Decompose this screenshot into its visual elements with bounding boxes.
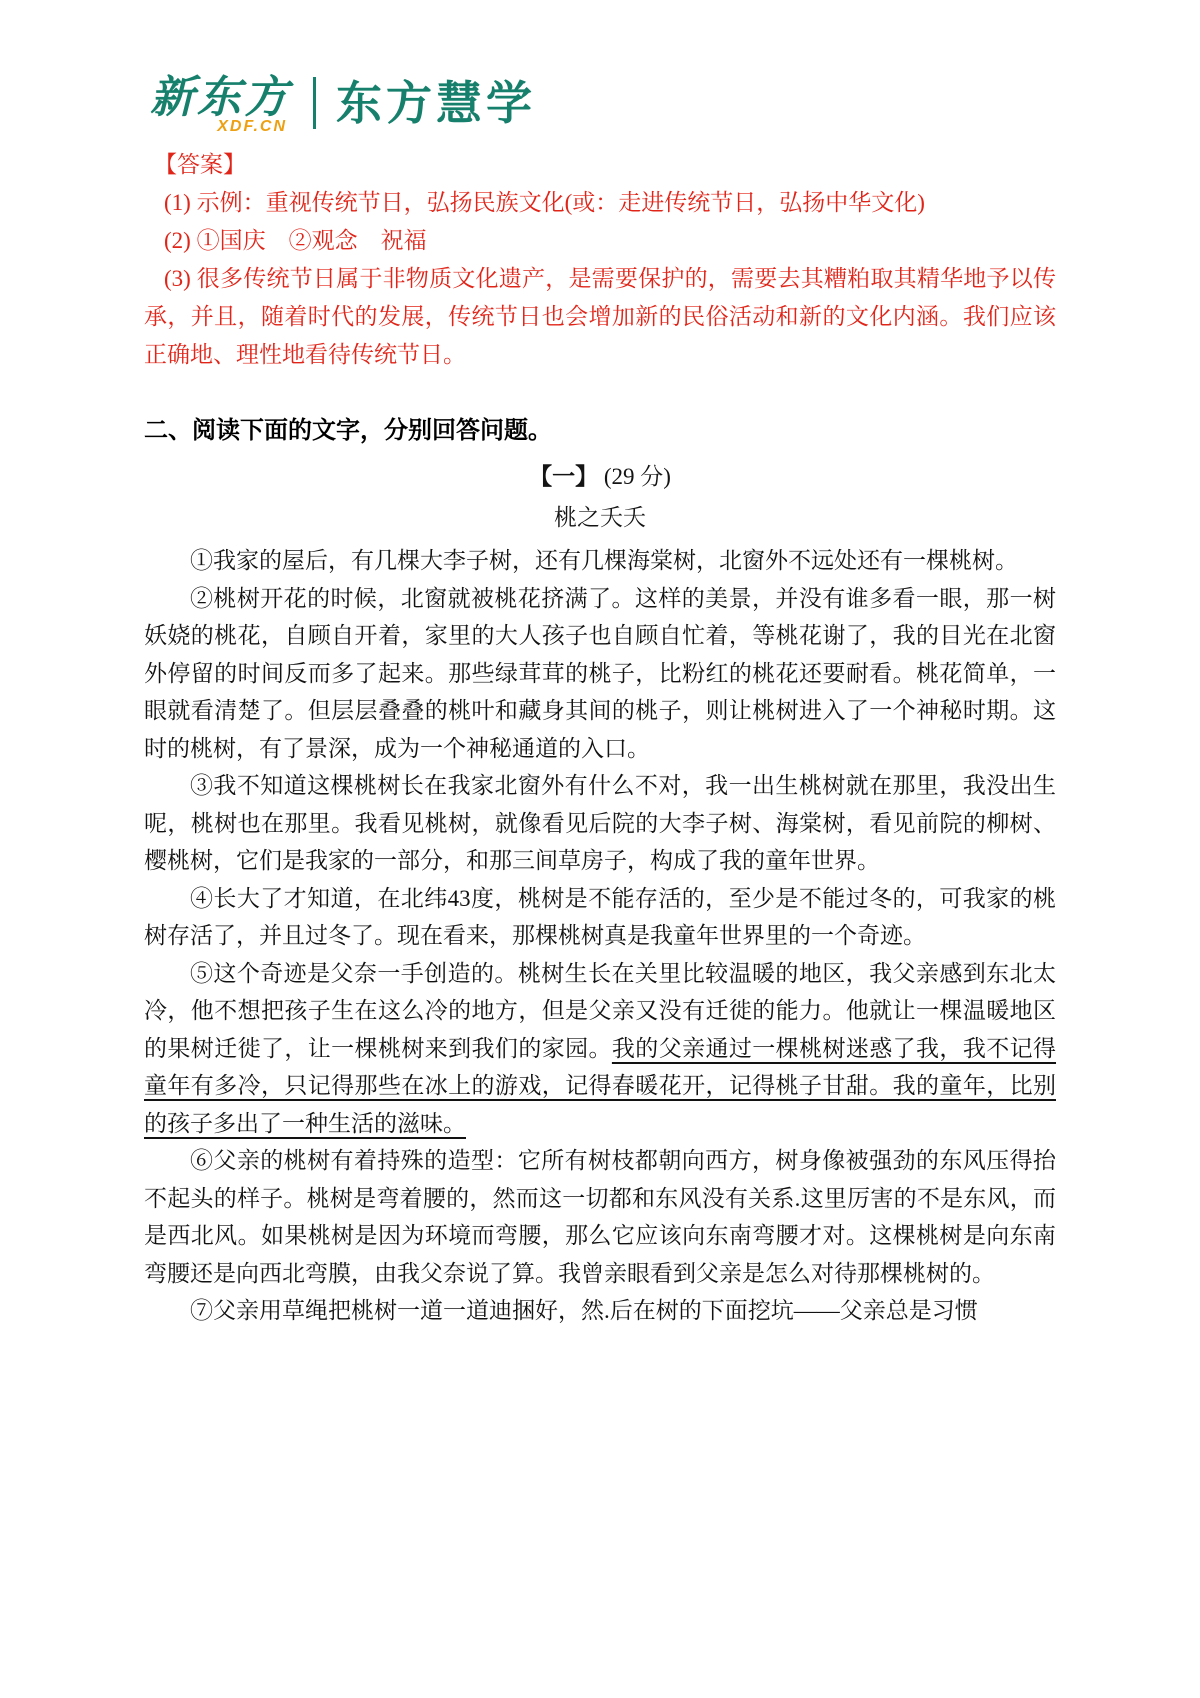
essay-paragraph-1: ①我家的屋后，有几棵大李子树，还有几棵海棠树，北窗外不远处还有一棵桃树。 [190, 548, 1018, 573]
essay-paragraph-5 [144, 955, 1056, 1143]
essay-paragraph-2: ②桃树开花的时候，北窗就被桃花挤满了。这样的美景，并没有谁多看一眼，那一树妖娆的桃花，自顾自开着，家里的大人孩子也自顾自忙着，等桃花谢了，我的目光在北窗外停留的时间反而多了起来。那些绿茸茸的桃子，比粉红的桃花还要耐看。桃花简单，一眼就看清楚了。但层层叠叠的桃叶和藏身其间的桃子，则让桃树进入了一个神秘时期。这时的桃树，有了景深，成为一个神秘通道的入口。 [144, 585, 1056, 761]
essay-title: 桃之夭夭 [554, 505, 646, 530]
part-score: (29 分) [603, 464, 671, 489]
part-subheading [0, 458, 1200, 496]
answer-item-3: (3) 很多传统节日属于非物质文化遗产，是需要保护的，需要去其糟粕取其精华地予以传承，并且，随着时代的发展，传统节日也会增加新的民俗活动和新的文化内涵。我们应该正确地、理性地看待传统节日。 [144, 266, 1056, 367]
paragraph-5-text: ⑤这个奇迹是父奈一手创造的。桃树生长在关里比较温暖的地区，我父亲感到东北太冷，他不想把孩子生在这么冷的地方，但是父亲又没有迁徙的能力。他就让一棵温暖地区的果树迁徙了，让一棵桃树来到我们的家园。 [144, 960, 1056, 1061]
section-heading: 二、阅读下面的文字，分别回答问题。 [144, 417, 552, 444]
underlined-passage: 我的父亲通过一棵桃树迷惑了我，我不记得童年有多冷，只记得那些在冰上的游戏，记得春暖花开，记得桃子甘甜。我的童年，比别的孩子多出了一种生活的滋味。 [144, 1035, 1057, 1136]
xdf-logo-text: 新东方 [150, 73, 291, 122]
answer-header: 【答案】 [154, 152, 246, 177]
essay-paragraph-6: ⑥父亲的桃树有着持殊的造型：它所有树枝都朝向西方，树身像被强劲的东风压得抬不起头的样子。桃树是弯着腰的，然而这一切都和东风没有关系.这里厉害的不是东风，而是西北风。如果桃树是因为环境而弯腰，那么它应该向东南弯腰才对。这棵桃树是向东南弯腰还是向西北弯膜，由我父奈说了算。我曾亲眼看到父亲是怎么对待那棵桃树的。 [144, 1148, 1056, 1286]
answer-block [144, 146, 1056, 374]
brand-header [0, 0, 1200, 142]
part-label: 【一】 [529, 464, 599, 489]
essay-paragraph-4: ④长大了才知道，在北纬43度，桃树是不能存活的，至少是不能过冬的，可我家的桃树存活了，并且过冬了。现在看来，那棵桃树真是我童年世界里的一个奇迹。 [144, 885, 1056, 948]
xdf-logo [150, 73, 291, 136]
answer-item-2: (2) ①国庆 ②观念 祝福 [164, 228, 427, 253]
xdf-domain-text: XDF.CN [217, 118, 287, 135]
logo-divider [313, 77, 316, 129]
product-logo-text: 东方慧学 [336, 77, 536, 129]
essay-paragraph-3: ③我不知道这棵桃树长在我家北窗外有什么不对，我一出生桃树就在那里，我没出生呢，桃树也在那里。我看见桃树，就像看见后院的大李子树、海棠树，看见前院的柳树、樱桃树，它们是我家的一部分，和那三间草房子，构成了我的童年世界。 [144, 773, 1056, 873]
essay-body [144, 542, 1056, 1330]
essay-paragraph-7: ⑦父亲用草绳把桃树一道一道迪捆好，然.后在树的下面挖坑——父亲总是习惯 [190, 1298, 978, 1323]
answer-item-1: (1) 示例：重视传统节日，弘扬民族文化(或：走进传统节日，弘扬中华文化) [164, 190, 925, 215]
